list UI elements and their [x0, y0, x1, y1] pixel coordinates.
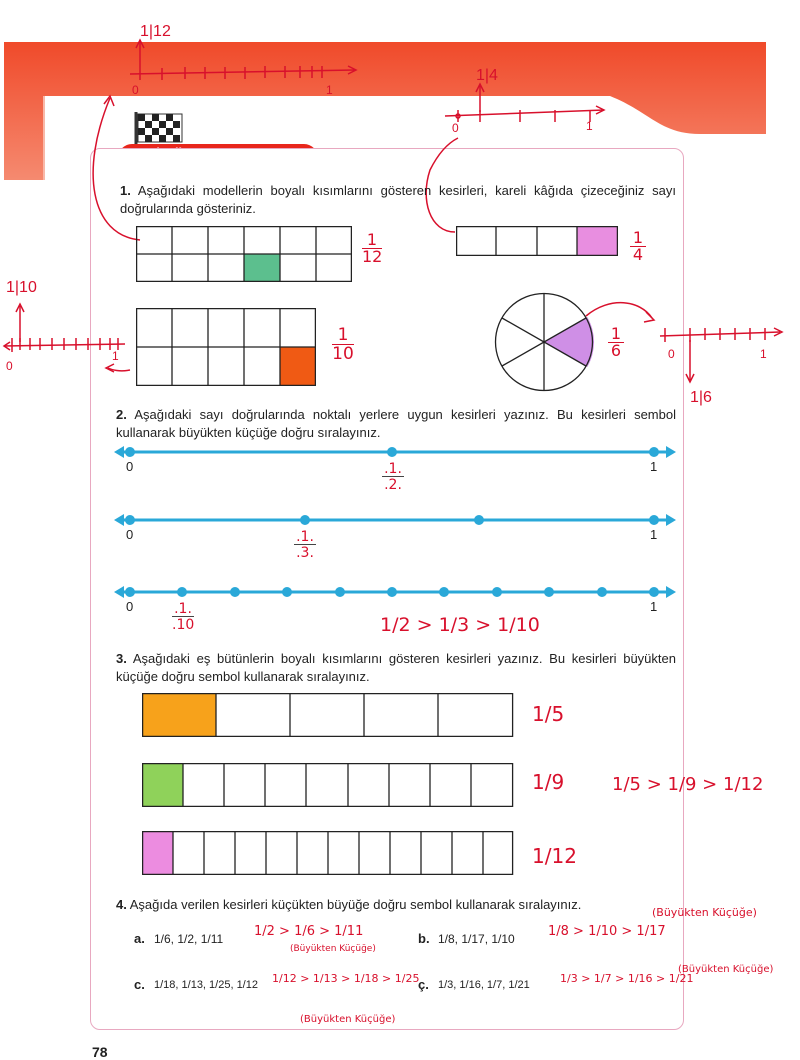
q4c-cedilla-label: ç. [418, 977, 429, 992]
q2-line1-zero: 0 [126, 459, 134, 474]
q4c-answer: 1/12 > 1/13 > 1/18 > 1/25 [272, 972, 420, 985]
svg-text:1: 1 [112, 349, 119, 363]
q4-text [116, 896, 676, 914]
q4c-note: (Büyükten Küçüğe) [300, 1014, 396, 1025]
q2-answer-1: .1. .2. [382, 462, 404, 493]
q4a-label: a. [134, 931, 145, 946]
q3-bar-twelfths [142, 831, 514, 875]
q1-number: 1. [120, 183, 131, 198]
q3-order: 1/5 > 1/9 > 1/12 [612, 774, 764, 795]
q2-prompt: Aşağıdaki sayı doğrularında noktalı yerlere uygun kesirleri yazınız. Bu kesirleri sembol kullanarak büyükten küçüğe doğru sıralayınız. [116, 407, 676, 440]
q1-prompt: Aşağıdaki modellerin boyalı kısımlarını gösteren kesirleri, kareli kâğıda çizeceğiniz sayı doğrularında gösteriniz. [120, 183, 676, 216]
q2-number: 2. [116, 407, 127, 422]
q2-line3-zero: 0 [126, 599, 134, 614]
q3-answer-3: 1/12 [532, 844, 577, 868]
q1-answer-1: 1 12 [362, 230, 383, 266]
q4c-cedilla-answer: 1/3 > 1/7 > 1/16 > 1/21 [560, 972, 694, 985]
q2-order: 1/2 > 1/3 > 1/10 [380, 614, 540, 636]
q4c-cedilla-note: (Büyükten Küçüğe) [678, 964, 774, 975]
q2-line2-one: 1 [650, 527, 658, 542]
svg-text:0: 0 [6, 359, 13, 373]
q1-model-tenths [136, 308, 316, 386]
q4b-label: b. [418, 931, 430, 946]
q2-answer-2: .1. .3. [294, 530, 316, 561]
q1-model-quarters [456, 226, 618, 256]
q1-model-sixths-circle [494, 292, 594, 392]
q2-line1-one: 1 [650, 459, 658, 474]
q3-number: 3. [116, 651, 127, 666]
q1-text [120, 182, 676, 218]
q2-text [116, 406, 676, 442]
q4b-fractions: 1/8, 1/17, 1/10 [438, 932, 515, 946]
hw-label-1-12: 1|12 [140, 23, 171, 40]
q4b-note: (Büyükten Küçüğe) [652, 906, 757, 919]
q4c-cedilla-fractions: 1/3, 1/16, 1/7, 1/21 [438, 979, 530, 991]
q1-model-twelfths [136, 226, 352, 282]
q4a-note: (Büyükten Küçüğe) [290, 944, 376, 954]
svg-text:0: 0 [452, 121, 459, 135]
q4c-label: c. [134, 977, 145, 992]
svg-text:0: 0 [668, 347, 675, 361]
q1-answer-4: 1 6 [608, 326, 624, 359]
svg-text:1: 1 [760, 347, 767, 361]
q3-answer-1: 1/5 [532, 702, 565, 726]
page-number: 78 [92, 1044, 108, 1060]
q1-answer-3: 1 10 [332, 325, 354, 364]
q4a-fractions: 1/6, 1/2, 1/11 [154, 932, 224, 946]
svg-text:1: 1 [586, 119, 593, 133]
q1-answer-2: 1 4 [630, 230, 646, 263]
q2-line2-zero: 0 [126, 527, 134, 542]
q3-prompt: Aşağıdaki eş bütünlerin boyalı kısımlarını gösteren kesirleri yazınız. Bu kesirleri büyükten küçüğe doğru sembol kullanarak sıralayınız. [116, 651, 676, 684]
hw-label-1-4: 1|4 [476, 67, 498, 84]
hw-label-1-6: 1|6 [690, 389, 712, 406]
q4a-answer: 1/2 > 1/6 > 1/11 [254, 924, 364, 939]
q4c-fractions: 1/18, 1/13, 1/25, 1/12 [154, 979, 258, 991]
q3-text [116, 650, 676, 686]
svg-text:0: 0 [132, 83, 139, 97]
q3-bar-ninths [142, 763, 514, 807]
svg-text:1: 1 [326, 83, 333, 97]
q4-number: 4. [116, 897, 127, 912]
q4b-answer: 1/8 > 1/10 > 1/17 [548, 924, 666, 939]
q3-bar-fifths [142, 693, 514, 737]
hw-label-1-10: 1|10 [6, 279, 37, 296]
q2-answer-3: .1. .10 [172, 601, 195, 633]
q4-prompt: Aşağıda verilen kesirleri küçükten büyüğe doğru sembol kullanarak sıralayınız. [129, 897, 582, 912]
q3-answer-2: 1/9 [532, 770, 565, 794]
q2-line3-one: 1 [650, 599, 658, 614]
